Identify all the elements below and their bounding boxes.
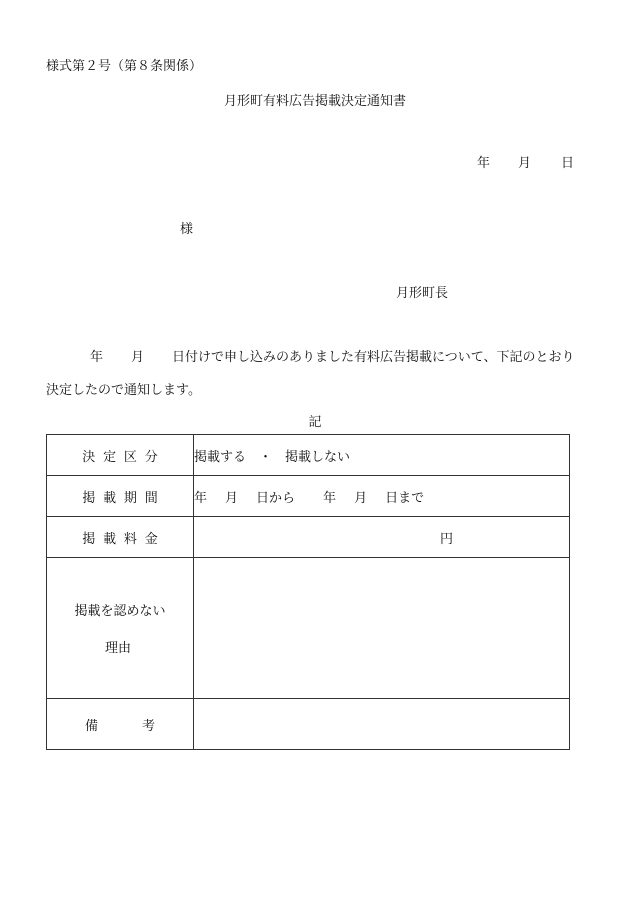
body-text-1: 日付けで申し込みのありました有料広告掲載について、下記のとおり bbox=[172, 350, 575, 365]
body-month: 月 bbox=[131, 350, 145, 365]
label-reason-line-2: 理由 bbox=[105, 641, 132, 656]
body-year: 年 bbox=[90, 350, 104, 365]
decision-table bbox=[46, 434, 570, 750]
date-month: 月 bbox=[518, 156, 532, 171]
ki-heading: 記 bbox=[308, 415, 322, 430]
value-reason bbox=[194, 558, 570, 699]
label-remarks bbox=[47, 699, 194, 750]
issuer: 月形町長 bbox=[396, 286, 449, 301]
period-from-day: 日から bbox=[256, 490, 296, 506]
value-fee: 円 bbox=[194, 517, 570, 558]
date-line bbox=[477, 152, 574, 171]
body-line-1 bbox=[90, 346, 575, 365]
label-reason-line-1: 掲載を認めない bbox=[74, 604, 166, 619]
label-period-text: 掲載期間 bbox=[82, 490, 166, 506]
period-to-month: 月 bbox=[354, 490, 368, 506]
label-decision-type-text: 決定区分 bbox=[82, 449, 166, 465]
label-remarks-char-2: 考 bbox=[142, 718, 156, 734]
period-to-year: 年 bbox=[323, 490, 337, 506]
table-row bbox=[47, 699, 570, 750]
label-decision-type bbox=[47, 435, 194, 476]
label-period bbox=[47, 476, 194, 517]
value-remarks bbox=[194, 699, 570, 750]
table-row bbox=[47, 435, 570, 476]
recipient-suffix: 様 bbox=[180, 222, 194, 237]
date-year: 年 bbox=[477, 156, 491, 171]
table-row bbox=[47, 558, 570, 699]
date-day: 日 bbox=[561, 156, 575, 171]
label-reason bbox=[47, 558, 194, 699]
document-title: 月形町有料広告掲載決定通知書 bbox=[223, 94, 406, 109]
table-row bbox=[47, 517, 570, 558]
period-to-day: 日まで bbox=[385, 490, 425, 506]
value-period bbox=[194, 476, 570, 517]
table-row bbox=[47, 476, 570, 517]
label-remarks-char-1: 備 bbox=[84, 718, 98, 734]
value-decision-type: 掲載する ・ 掲載しない bbox=[194, 435, 570, 476]
label-fee bbox=[47, 517, 194, 558]
label-fee-text: 掲載料金 bbox=[82, 531, 166, 547]
body-line-2: 決定したので通知します。 bbox=[46, 383, 201, 398]
form-number: 様式第２号（第８条関係） bbox=[46, 59, 203, 74]
period-from-month: 月 bbox=[225, 490, 239, 506]
period-from-year: 年 bbox=[194, 490, 208, 506]
